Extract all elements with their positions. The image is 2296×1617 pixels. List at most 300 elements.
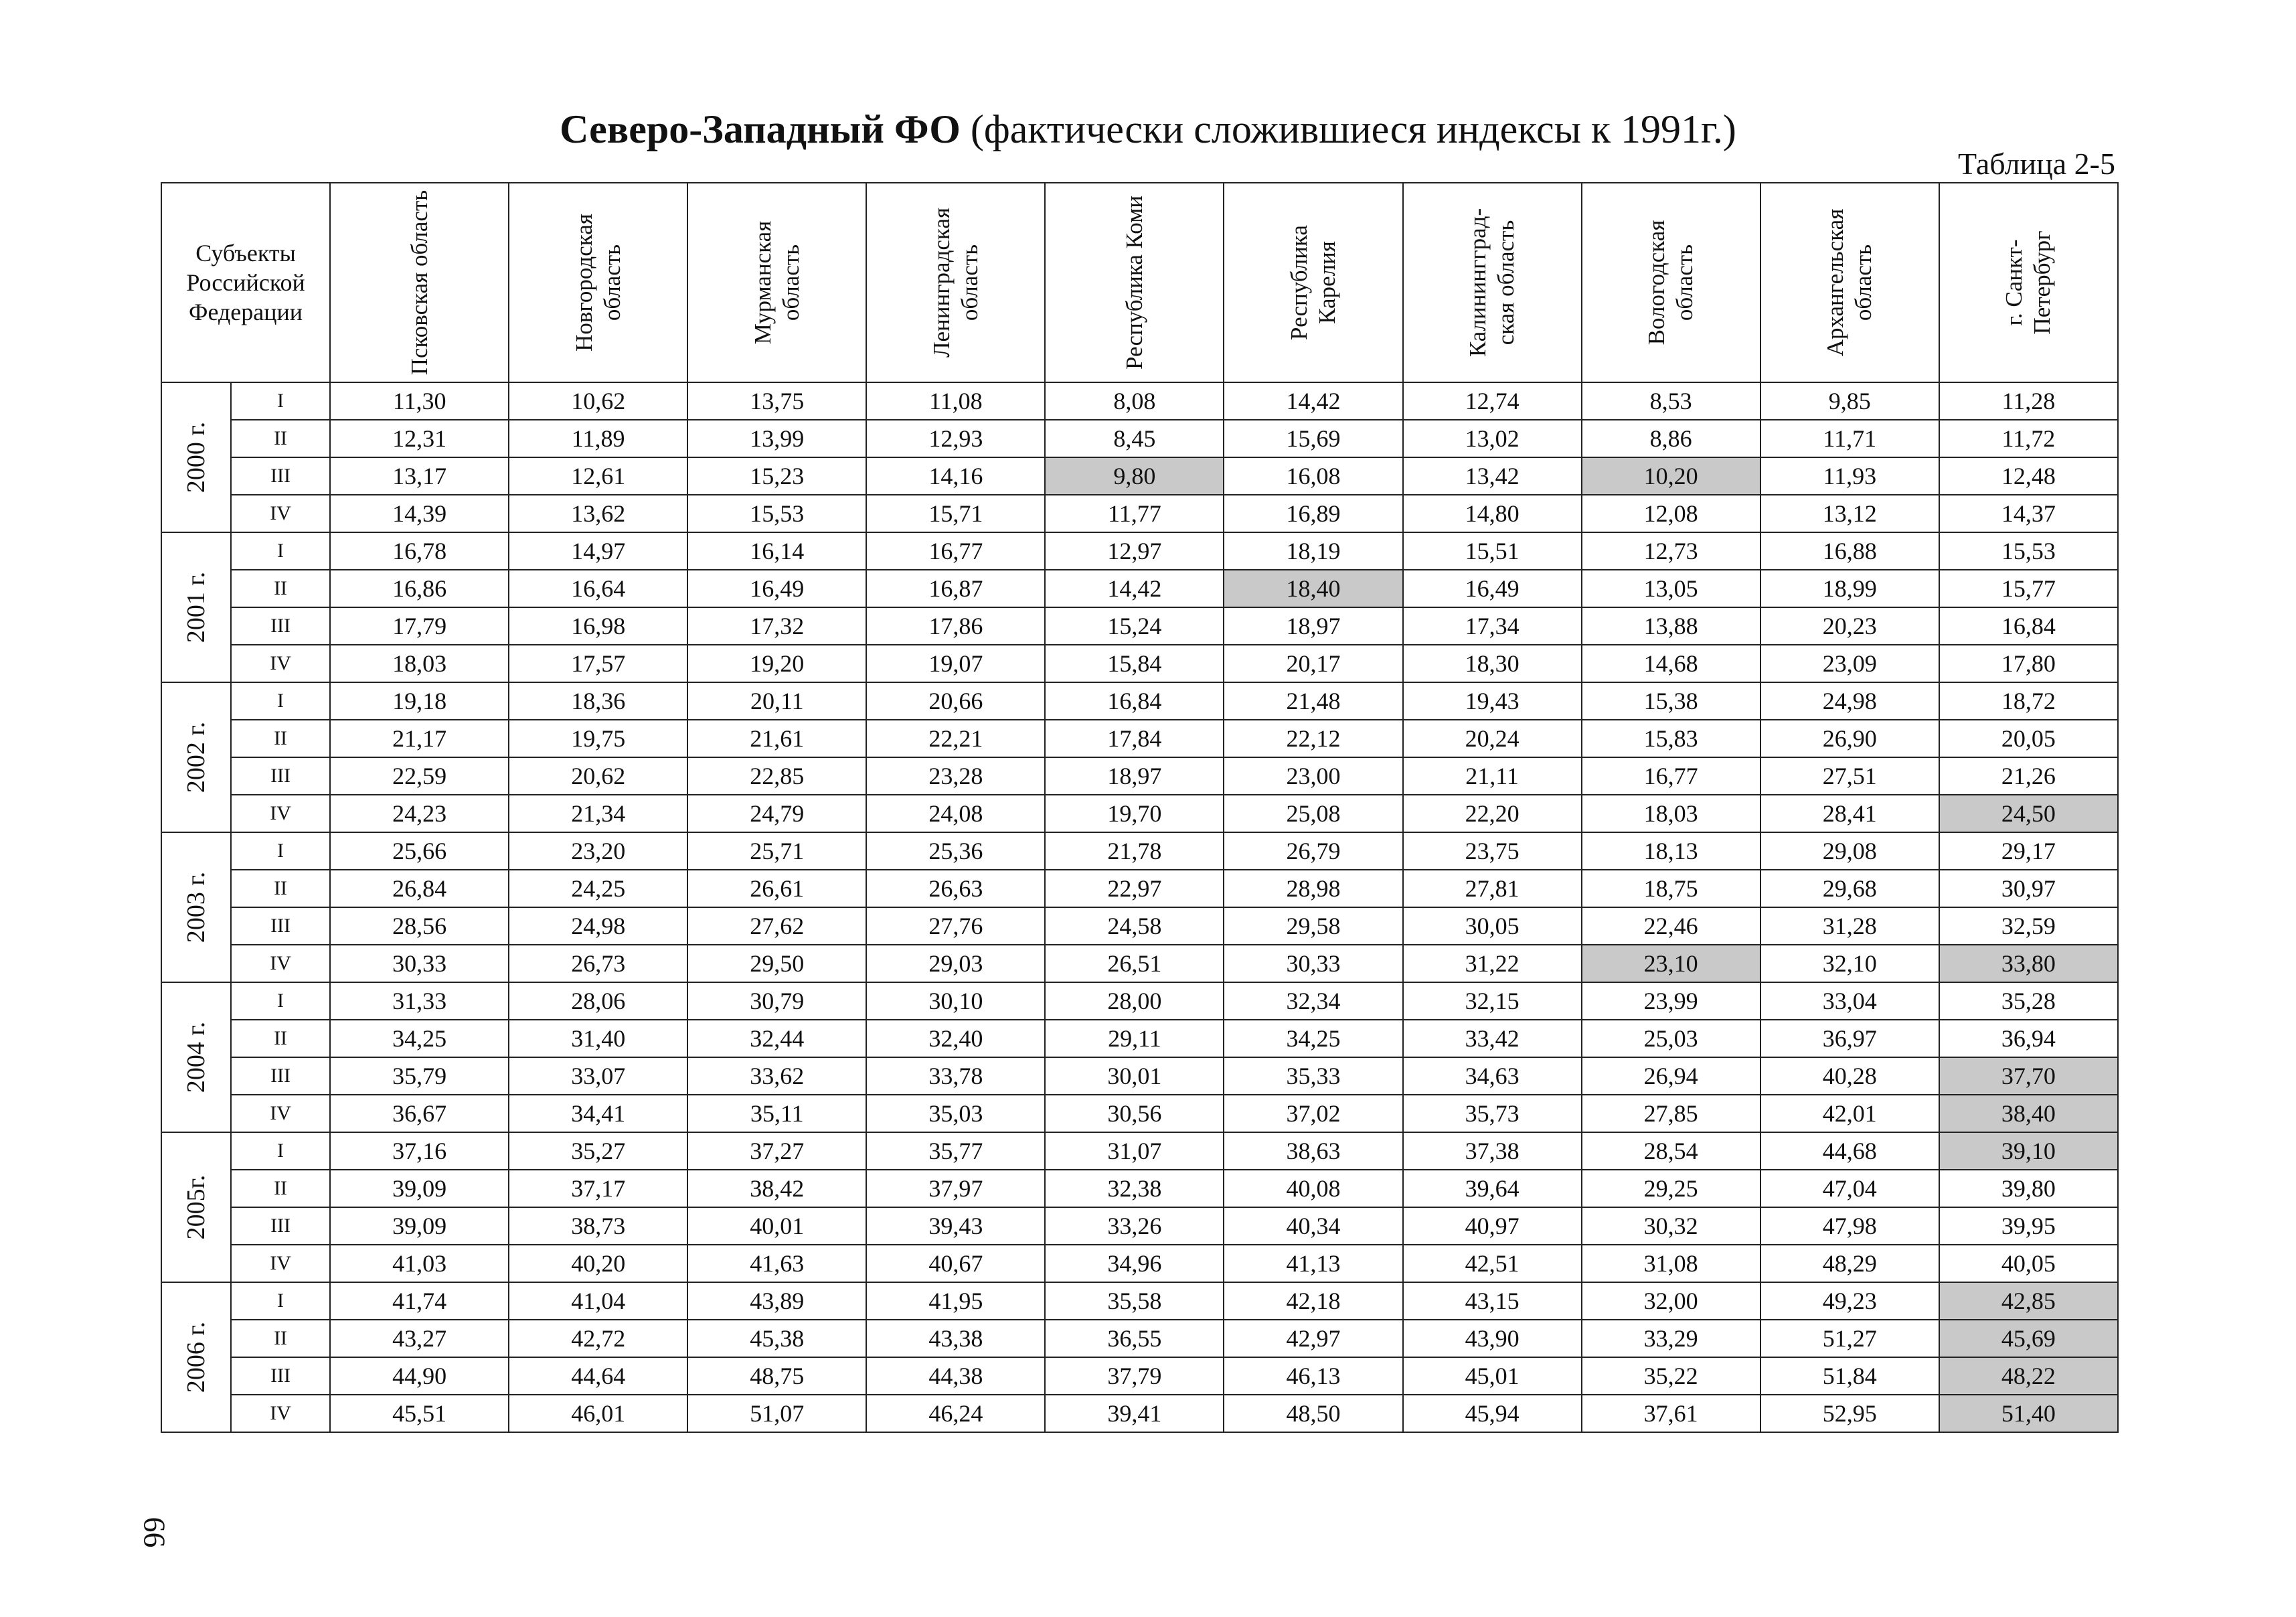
value-cell: 16,49 xyxy=(687,570,866,607)
value-cell: 31,08 xyxy=(1582,1245,1760,1282)
quarter-cell: I xyxy=(231,832,330,870)
year-cell xyxy=(161,982,231,1132)
value-cell: 22,21 xyxy=(866,720,1045,757)
value-cell: 14,97 xyxy=(509,532,687,570)
value-cell: 14,68 xyxy=(1582,645,1760,682)
data-table xyxy=(161,182,2119,1433)
header-row xyxy=(161,183,2118,382)
value-cell: 10,62 xyxy=(509,382,687,420)
value-cell: 43,38 xyxy=(866,1320,1045,1357)
value-cell: 41,74 xyxy=(330,1282,509,1320)
value-cell: 15,84 xyxy=(1045,645,1224,682)
value-cell: 22,59 xyxy=(330,757,509,795)
year-label: 2003 г. xyxy=(182,871,211,943)
table-row xyxy=(161,1207,2118,1245)
value-cell: 16,14 xyxy=(687,532,866,570)
quarter-cell: III xyxy=(231,907,330,945)
value-cell: 33,62 xyxy=(687,1057,866,1095)
value-cell: 45,51 xyxy=(330,1395,509,1432)
column-header-label: Вологодская область xyxy=(1643,220,1698,345)
value-cell: 44,38 xyxy=(866,1357,1045,1395)
quarter-cell: III xyxy=(231,1057,330,1095)
value-cell: 11,89 xyxy=(509,420,687,457)
quarter-cell: III xyxy=(231,457,330,495)
column-header-label: Архангельская область xyxy=(1822,208,1877,357)
year-label: 2000 г. xyxy=(182,421,211,493)
value-cell: 15,71 xyxy=(866,495,1045,532)
value-cell: 43,27 xyxy=(330,1320,509,1357)
value-cell: 33,78 xyxy=(866,1057,1045,1095)
value-cell: 21,17 xyxy=(330,720,509,757)
value-cell: 48,75 xyxy=(687,1357,866,1395)
value-cell: 48,22 xyxy=(1939,1357,2118,1395)
value-cell: 25,36 xyxy=(866,832,1045,870)
value-cell: 28,54 xyxy=(1582,1132,1760,1170)
value-cell: 23,28 xyxy=(866,757,1045,795)
value-cell: 22,12 xyxy=(1224,720,1402,757)
column-header-label: Калинингград-ская область xyxy=(1465,208,1520,358)
value-cell: 30,10 xyxy=(866,982,1045,1020)
column-header xyxy=(1224,183,1402,382)
value-cell: 11,77 xyxy=(1045,495,1224,532)
value-cell: 33,07 xyxy=(509,1057,687,1095)
value-cell: 28,00 xyxy=(1045,982,1224,1020)
value-cell: 46,01 xyxy=(509,1395,687,1432)
column-header xyxy=(1403,183,1582,382)
value-cell: 17,32 xyxy=(687,607,866,645)
value-cell: 32,59 xyxy=(1939,907,2118,945)
value-cell: 40,08 xyxy=(1224,1170,1402,1207)
value-cell: 29,17 xyxy=(1939,832,2118,870)
value-cell: 16,49 xyxy=(1403,570,1582,607)
value-cell: 40,34 xyxy=(1224,1207,1402,1245)
value-cell: 32,15 xyxy=(1403,982,1582,1020)
value-cell: 42,18 xyxy=(1224,1282,1402,1320)
value-cell: 12,61 xyxy=(509,457,687,495)
corner-header: Субъекты Российской Федерации xyxy=(161,183,330,382)
quarter-cell: I xyxy=(231,982,330,1020)
value-cell: 31,28 xyxy=(1760,907,1939,945)
value-cell: 40,20 xyxy=(509,1245,687,1282)
value-cell: 35,58 xyxy=(1045,1282,1224,1320)
value-cell: 36,94 xyxy=(1939,1020,2118,1057)
value-cell: 16,78 xyxy=(330,532,509,570)
value-cell: 22,46 xyxy=(1582,907,1760,945)
value-cell: 23,09 xyxy=(1760,645,1939,682)
column-header-label: Новгородская область xyxy=(570,214,625,352)
quarter-cell: IV xyxy=(231,495,330,532)
value-cell: 38,40 xyxy=(1939,1095,2118,1132)
quarter-cell: III xyxy=(231,1357,330,1395)
value-cell: 37,17 xyxy=(509,1170,687,1207)
quarter-cell: II xyxy=(231,420,330,457)
year-cell xyxy=(161,1132,231,1282)
quarter-cell: I xyxy=(231,682,330,720)
value-cell: 12,97 xyxy=(1045,532,1224,570)
quarter-cell: III xyxy=(231,607,330,645)
value-cell: 12,73 xyxy=(1582,532,1760,570)
value-cell: 17,34 xyxy=(1403,607,1582,645)
value-cell: 11,93 xyxy=(1760,457,1939,495)
value-cell: 18,99 xyxy=(1760,570,1939,607)
value-cell: 31,22 xyxy=(1403,945,1582,982)
value-cell: 36,67 xyxy=(330,1095,509,1132)
value-cell: 18,36 xyxy=(509,682,687,720)
value-cell: 32,38 xyxy=(1045,1170,1224,1207)
quarter-cell: II xyxy=(231,1320,330,1357)
value-cell: 27,81 xyxy=(1403,870,1582,907)
value-cell: 42,72 xyxy=(509,1320,687,1357)
value-cell: 23,75 xyxy=(1403,832,1582,870)
value-cell: 51,27 xyxy=(1760,1320,1939,1357)
value-cell: 16,77 xyxy=(1582,757,1760,795)
value-cell: 28,98 xyxy=(1224,870,1402,907)
value-cell: 37,16 xyxy=(330,1132,509,1170)
value-cell: 23,00 xyxy=(1224,757,1402,795)
value-cell: 43,90 xyxy=(1403,1320,1582,1357)
value-cell: 11,71 xyxy=(1760,420,1939,457)
title-rest: (фактически сложившиеся индексы к 1991г.) xyxy=(960,107,1736,151)
column-header-label: Республика Коми xyxy=(1121,196,1147,370)
value-cell: 37,61 xyxy=(1582,1395,1760,1432)
value-cell: 17,80 xyxy=(1939,645,2118,682)
value-cell: 12,48 xyxy=(1939,457,2118,495)
table-row xyxy=(161,1282,2118,1320)
value-cell: 15,24 xyxy=(1045,607,1224,645)
value-cell: 29,68 xyxy=(1760,870,1939,907)
value-cell: 47,04 xyxy=(1760,1170,1939,1207)
value-cell: 34,41 xyxy=(509,1095,687,1132)
value-cell: 23,99 xyxy=(1582,982,1760,1020)
value-cell: 51,07 xyxy=(687,1395,866,1432)
value-cell: 21,11 xyxy=(1403,757,1582,795)
table-row xyxy=(161,720,2118,757)
value-cell: 48,29 xyxy=(1760,1245,1939,1282)
value-cell: 21,48 xyxy=(1224,682,1402,720)
value-cell: 12,74 xyxy=(1403,382,1582,420)
year-label: 2004 г. xyxy=(182,1021,211,1093)
quarter-cell: IV xyxy=(231,1395,330,1432)
value-cell: 18,75 xyxy=(1582,870,1760,907)
value-cell: 38,73 xyxy=(509,1207,687,1245)
value-cell: 26,94 xyxy=(1582,1057,1760,1095)
value-cell: 22,20 xyxy=(1403,795,1582,832)
value-cell: 16,86 xyxy=(330,570,509,607)
value-cell: 37,70 xyxy=(1939,1057,2118,1095)
year-label: 2002 г. xyxy=(182,721,211,793)
value-cell: 35,03 xyxy=(866,1095,1045,1132)
value-cell: 18,13 xyxy=(1582,832,1760,870)
table-row xyxy=(161,1395,2118,1432)
value-cell: 16,84 xyxy=(1045,682,1224,720)
value-cell: 32,44 xyxy=(687,1020,866,1057)
value-cell: 8,08 xyxy=(1045,382,1224,420)
value-cell: 26,90 xyxy=(1760,720,1939,757)
value-cell: 24,23 xyxy=(330,795,509,832)
value-cell: 13,88 xyxy=(1582,607,1760,645)
value-cell: 28,41 xyxy=(1760,795,1939,832)
value-cell: 26,79 xyxy=(1224,832,1402,870)
value-cell: 41,63 xyxy=(687,1245,866,1282)
value-cell: 35,73 xyxy=(1403,1095,1582,1132)
value-cell: 34,63 xyxy=(1403,1057,1582,1095)
value-cell: 18,03 xyxy=(1582,795,1760,832)
column-header-label: Мурманская область xyxy=(749,220,804,345)
value-cell: 22,85 xyxy=(687,757,866,795)
value-cell: 27,85 xyxy=(1582,1095,1760,1132)
quarter-cell: IV xyxy=(231,1095,330,1132)
value-cell: 24,98 xyxy=(509,907,687,945)
value-cell: 30,79 xyxy=(687,982,866,1020)
column-header xyxy=(1939,183,2118,382)
value-cell: 39,41 xyxy=(1045,1395,1224,1432)
value-cell: 37,38 xyxy=(1403,1132,1582,1170)
table-row xyxy=(161,532,2118,570)
table-row xyxy=(161,570,2118,607)
year-cell xyxy=(161,832,231,982)
value-cell: 30,33 xyxy=(1224,945,1402,982)
column-header-label: Ленинградская область xyxy=(928,207,983,358)
quarter-cell: II xyxy=(231,720,330,757)
value-cell: 40,97 xyxy=(1403,1207,1582,1245)
value-cell: 43,15 xyxy=(1403,1282,1582,1320)
value-cell: 19,07 xyxy=(866,645,1045,682)
quarter-cell: I xyxy=(231,382,330,420)
quarter-cell: I xyxy=(231,532,330,570)
value-cell: 20,66 xyxy=(866,682,1045,720)
value-cell: 45,38 xyxy=(687,1320,866,1357)
value-cell: 39,95 xyxy=(1939,1207,2118,1245)
value-cell: 13,62 xyxy=(509,495,687,532)
value-cell: 37,02 xyxy=(1224,1095,1402,1132)
value-cell: 47,98 xyxy=(1760,1207,1939,1245)
value-cell: 42,97 xyxy=(1224,1320,1402,1357)
value-cell: 16,77 xyxy=(866,532,1045,570)
quarter-cell: II xyxy=(231,1020,330,1057)
value-cell: 34,25 xyxy=(1224,1020,1402,1057)
value-cell: 26,84 xyxy=(330,870,509,907)
value-cell: 19,75 xyxy=(509,720,687,757)
value-cell: 17,57 xyxy=(509,645,687,682)
value-cell: 16,08 xyxy=(1224,457,1402,495)
value-cell: 26,63 xyxy=(866,870,1045,907)
value-cell: 52,95 xyxy=(1760,1395,1939,1432)
value-cell: 18,03 xyxy=(330,645,509,682)
value-cell: 38,63 xyxy=(1224,1132,1402,1170)
page-title xyxy=(0,104,2296,155)
value-cell: 36,97 xyxy=(1760,1020,1939,1057)
quarter-cell: IV xyxy=(231,1245,330,1282)
value-cell: 41,04 xyxy=(509,1282,687,1320)
table-row xyxy=(161,1132,2118,1170)
value-cell: 35,33 xyxy=(1224,1057,1402,1095)
value-cell: 16,89 xyxy=(1224,495,1402,532)
quarter-cell: I xyxy=(231,1132,330,1170)
table-row xyxy=(161,1095,2118,1132)
value-cell: 40,28 xyxy=(1760,1057,1939,1095)
value-cell: 24,25 xyxy=(509,870,687,907)
column-header xyxy=(866,183,1045,382)
value-cell: 26,73 xyxy=(509,945,687,982)
value-cell: 9,80 xyxy=(1045,457,1224,495)
value-cell: 32,10 xyxy=(1760,945,1939,982)
value-cell: 20,11 xyxy=(687,682,866,720)
value-cell: 39,80 xyxy=(1939,1170,2118,1207)
year-cell xyxy=(161,682,231,832)
value-cell: 26,61 xyxy=(687,870,866,907)
column-header-label: Псковская область xyxy=(406,189,432,376)
table-row xyxy=(161,832,2118,870)
value-cell: 29,08 xyxy=(1760,832,1939,870)
value-cell: 15,77 xyxy=(1939,570,2118,607)
value-cell: 9,85 xyxy=(1760,382,1939,420)
value-cell: 39,43 xyxy=(866,1207,1045,1245)
year-label: 2001 г. xyxy=(182,571,211,643)
value-cell: 35,28 xyxy=(1939,982,2118,1020)
value-cell: 25,08 xyxy=(1224,795,1402,832)
value-cell: 12,93 xyxy=(866,420,1045,457)
quarter-cell: II xyxy=(231,870,330,907)
table-row xyxy=(161,607,2118,645)
value-cell: 32,00 xyxy=(1582,1282,1760,1320)
value-cell: 42,85 xyxy=(1939,1282,2118,1320)
value-cell: 20,17 xyxy=(1224,645,1402,682)
value-cell: 35,27 xyxy=(509,1132,687,1170)
value-cell: 16,88 xyxy=(1760,532,1939,570)
value-cell: 35,11 xyxy=(687,1095,866,1132)
table-row xyxy=(161,457,2118,495)
value-cell: 22,97 xyxy=(1045,870,1224,907)
table-row xyxy=(161,907,2118,945)
value-cell: 29,03 xyxy=(866,945,1045,982)
value-cell: 46,13 xyxy=(1224,1357,1402,1395)
value-cell: 14,16 xyxy=(866,457,1045,495)
table-row xyxy=(161,870,2118,907)
table-row xyxy=(161,645,2118,682)
table-row xyxy=(161,1245,2118,1282)
value-cell: 8,53 xyxy=(1582,382,1760,420)
value-cell: 30,33 xyxy=(330,945,509,982)
quarter-cell: II xyxy=(231,1170,330,1207)
value-cell: 31,33 xyxy=(330,982,509,1020)
value-cell: 13,75 xyxy=(687,382,866,420)
quarter-cell: IV xyxy=(231,645,330,682)
table-row xyxy=(161,495,2118,532)
value-cell: 44,64 xyxy=(509,1357,687,1395)
quarter-cell: II xyxy=(231,570,330,607)
value-cell: 45,94 xyxy=(1403,1395,1582,1432)
value-cell: 40,67 xyxy=(866,1245,1045,1282)
value-cell: 18,40 xyxy=(1224,570,1402,607)
column-header xyxy=(1045,183,1224,382)
column-header xyxy=(1582,183,1760,382)
value-cell: 25,03 xyxy=(1582,1020,1760,1057)
value-cell: 16,64 xyxy=(509,570,687,607)
value-cell: 49,23 xyxy=(1760,1282,1939,1320)
value-cell: 27,62 xyxy=(687,907,866,945)
column-header-label: Республика Карелия xyxy=(1286,225,1340,340)
table-row xyxy=(161,382,2118,420)
value-cell: 35,79 xyxy=(330,1057,509,1095)
value-cell: 33,42 xyxy=(1403,1020,1582,1057)
value-cell: 40,01 xyxy=(687,1207,866,1245)
table-row xyxy=(161,757,2118,795)
value-cell: 28,56 xyxy=(330,907,509,945)
value-cell: 46,24 xyxy=(866,1395,1045,1432)
quarter-cell: IV xyxy=(231,795,330,832)
value-cell: 11,30 xyxy=(330,382,509,420)
value-cell: 42,01 xyxy=(1760,1095,1939,1132)
value-cell: 13,42 xyxy=(1403,457,1582,495)
value-cell: 23,20 xyxy=(509,832,687,870)
table-row xyxy=(161,1057,2118,1095)
value-cell: 12,31 xyxy=(330,420,509,457)
value-cell: 21,26 xyxy=(1939,757,2118,795)
value-cell: 38,42 xyxy=(687,1170,866,1207)
table-row xyxy=(161,1357,2118,1395)
value-cell: 30,05 xyxy=(1403,907,1582,945)
value-cell: 33,80 xyxy=(1939,945,2118,982)
value-cell: 18,72 xyxy=(1939,682,2118,720)
value-cell: 11,72 xyxy=(1939,420,2118,457)
value-cell: 41,03 xyxy=(330,1245,509,1282)
value-cell: 14,42 xyxy=(1224,382,1402,420)
table-label: Таблица 2-5 xyxy=(1957,147,2115,181)
value-cell: 25,71 xyxy=(687,832,866,870)
value-cell: 37,97 xyxy=(866,1170,1045,1207)
table-row xyxy=(161,1320,2118,1357)
table-row xyxy=(161,682,2118,720)
table-row xyxy=(161,982,2118,1020)
value-cell: 30,32 xyxy=(1582,1207,1760,1245)
value-cell: 13,02 xyxy=(1403,420,1582,457)
value-cell: 41,95 xyxy=(866,1282,1045,1320)
page-number: 66 xyxy=(137,1517,172,1548)
value-cell: 20,05 xyxy=(1939,720,2118,757)
value-cell: 29,25 xyxy=(1582,1170,1760,1207)
value-cell: 21,78 xyxy=(1045,832,1224,870)
value-cell: 29,58 xyxy=(1224,907,1402,945)
value-cell: 29,11 xyxy=(1045,1020,1224,1057)
value-cell: 15,53 xyxy=(687,495,866,532)
value-cell: 33,04 xyxy=(1760,982,1939,1020)
value-cell: 15,51 xyxy=(1403,532,1582,570)
value-cell: 20,24 xyxy=(1403,720,1582,757)
year-label: 2005г. xyxy=(182,1174,211,1240)
value-cell: 16,87 xyxy=(866,570,1045,607)
value-cell: 15,83 xyxy=(1582,720,1760,757)
value-cell: 27,76 xyxy=(866,907,1045,945)
value-cell: 24,58 xyxy=(1045,907,1224,945)
value-cell: 24,98 xyxy=(1760,682,1939,720)
value-cell: 36,55 xyxy=(1045,1320,1224,1357)
column-header xyxy=(1760,183,1939,382)
value-cell: 48,50 xyxy=(1224,1395,1402,1432)
value-cell: 45,69 xyxy=(1939,1320,2118,1357)
value-cell: 19,20 xyxy=(687,645,866,682)
value-cell: 15,53 xyxy=(1939,532,2118,570)
value-cell: 19,70 xyxy=(1045,795,1224,832)
value-cell: 17,86 xyxy=(866,607,1045,645)
value-cell: 21,61 xyxy=(687,720,866,757)
value-cell: 21,34 xyxy=(509,795,687,832)
quarter-cell: I xyxy=(231,1282,330,1320)
value-cell: 16,84 xyxy=(1939,607,2118,645)
value-cell: 13,99 xyxy=(687,420,866,457)
table-body xyxy=(161,382,2118,1432)
value-cell: 51,40 xyxy=(1939,1395,2118,1432)
quarter-cell: III xyxy=(231,757,330,795)
